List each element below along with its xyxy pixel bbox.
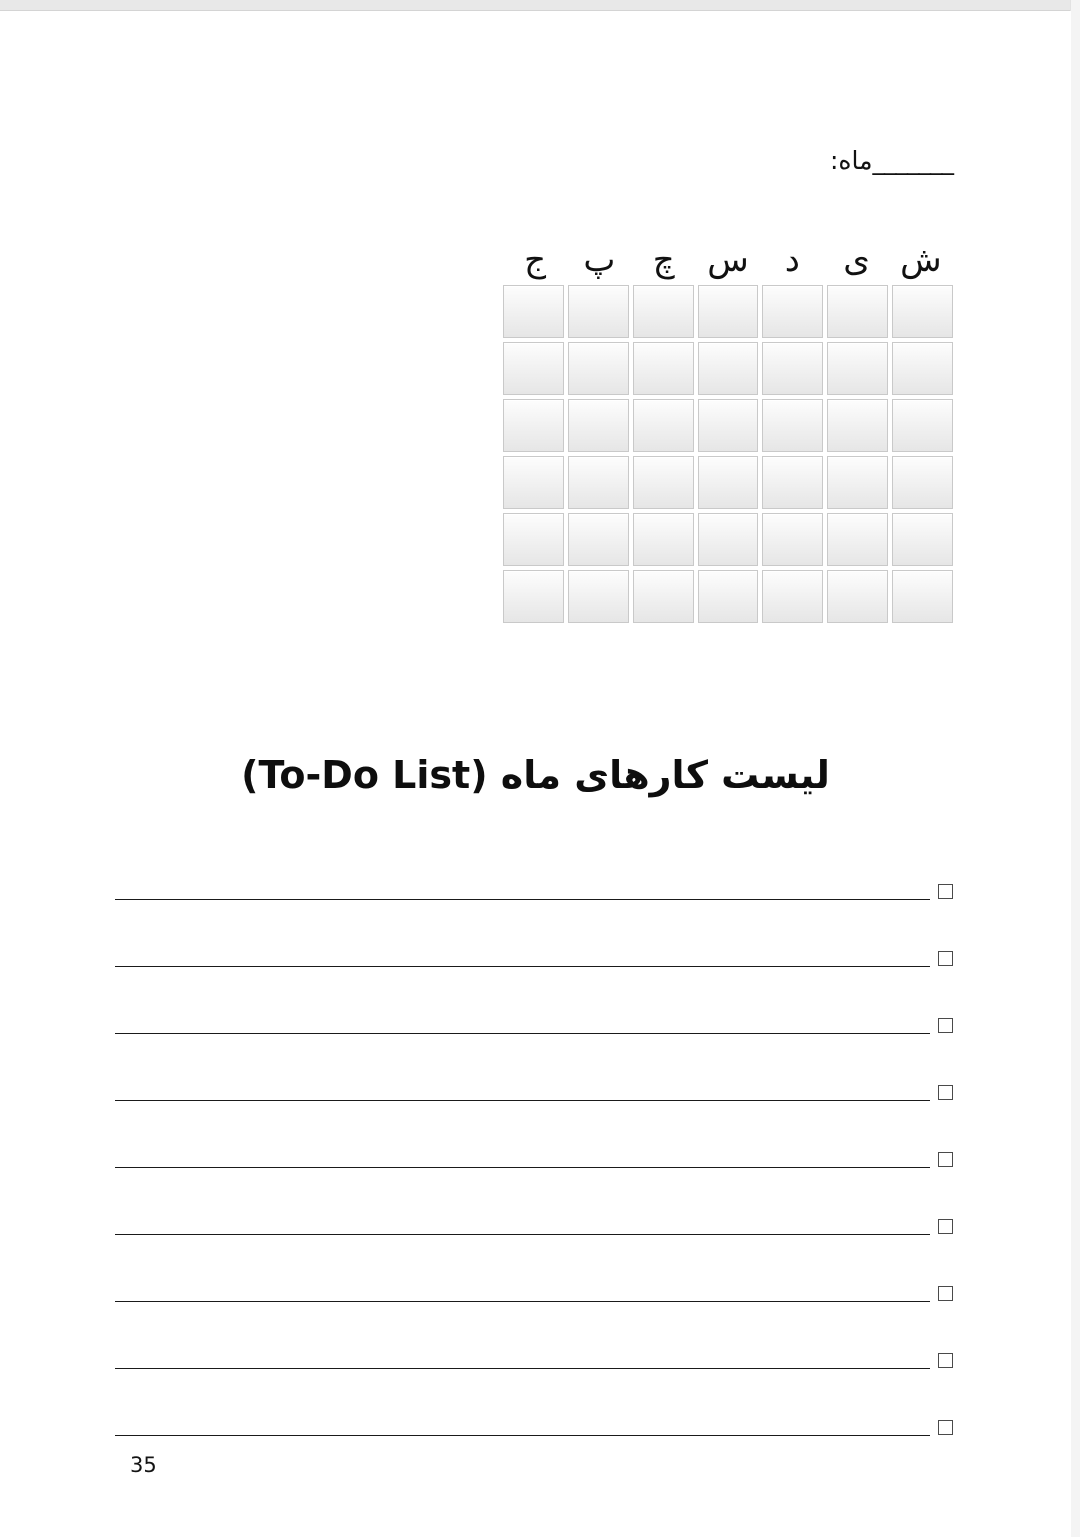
todo-write-line[interactable] xyxy=(115,1301,930,1302)
calendar-day-cell[interactable] xyxy=(633,342,694,395)
month-field xyxy=(830,146,953,175)
calendar-day-cell[interactable] xyxy=(633,399,694,452)
todo-checkbox[interactable] xyxy=(938,1219,953,1234)
todo-checkbox[interactable] xyxy=(938,1420,953,1435)
calendar-day-cell[interactable] xyxy=(827,342,888,395)
calendar-day-cell[interactable] xyxy=(892,399,953,452)
todo-item-row xyxy=(115,1042,953,1109)
todo-write-line[interactable] xyxy=(115,1167,930,1168)
calendar-day-cell[interactable] xyxy=(503,513,564,566)
todo-item-row xyxy=(115,908,953,975)
calendar-day-cell[interactable] xyxy=(892,456,953,509)
page-top-edge xyxy=(0,0,1080,11)
calendar-day-cell[interactable] xyxy=(892,342,953,395)
calendar-day-cell[interactable] xyxy=(762,570,823,623)
calendar-day-cell[interactable] xyxy=(503,342,564,395)
todo-item-row xyxy=(115,1109,953,1176)
weekday-wed: چ xyxy=(652,240,675,280)
todo-write-line[interactable] xyxy=(115,1100,930,1101)
month-calendar xyxy=(503,239,953,623)
calendar-day-cell[interactable] xyxy=(827,513,888,566)
weekday-thu: پ xyxy=(583,240,616,280)
todo-checkbox[interactable] xyxy=(938,1353,953,1368)
calendar-day-cell[interactable] xyxy=(762,456,823,509)
calendar-day-cell[interactable] xyxy=(633,285,694,338)
calendar-day-cell[interactable] xyxy=(633,570,694,623)
calendar-day-cell[interactable] xyxy=(568,342,629,395)
calendar-day-cell[interactable] xyxy=(827,399,888,452)
calendar-day-cell[interactable] xyxy=(698,513,759,566)
todo-checkbox[interactable] xyxy=(938,1018,953,1033)
calendar-day-cell[interactable] xyxy=(503,285,564,338)
calendar-day-cell[interactable] xyxy=(568,513,629,566)
weekday-fri: ج xyxy=(524,240,547,280)
calendar-day-cell[interactable] xyxy=(892,513,953,566)
calendar-day-cell[interactable] xyxy=(568,285,629,338)
calendar-day-cell[interactable] xyxy=(568,456,629,509)
todo-write-line[interactable] xyxy=(115,966,930,967)
calendar-day-cell[interactable] xyxy=(568,399,629,452)
calendar-day-cell[interactable] xyxy=(827,285,888,338)
calendar-day-cell[interactable] xyxy=(892,570,953,623)
todo-write-line[interactable] xyxy=(115,1234,930,1235)
calendar-day-cell[interactable] xyxy=(698,342,759,395)
calendar-day-cell[interactable] xyxy=(633,513,694,566)
todo-checkbox[interactable] xyxy=(938,1286,953,1301)
weekday-tue: س xyxy=(707,240,749,280)
page-right-edge xyxy=(1070,0,1080,1537)
calendar-day-cell[interactable] xyxy=(698,456,759,509)
month-label: ماه: xyxy=(829,146,873,175)
todo-item-row xyxy=(115,975,953,1042)
calendar-day-cell[interactable] xyxy=(698,570,759,623)
calendar-day-cell[interactable] xyxy=(762,342,823,395)
month-blank-line[interactable]: _______ xyxy=(872,146,953,175)
weekday-sat: ش xyxy=(900,240,942,280)
calendar-day-cell[interactable] xyxy=(698,399,759,452)
todo-write-line[interactable] xyxy=(115,899,930,900)
todo-write-line[interactable] xyxy=(115,1033,930,1034)
page-number: 35 xyxy=(130,1453,157,1477)
calendar-day-cell[interactable] xyxy=(762,285,823,338)
todo-write-line[interactable] xyxy=(115,1368,930,1369)
todo-item-row xyxy=(115,841,953,908)
calendar-day-cell[interactable] xyxy=(503,399,564,452)
calendar-day-cell[interactable] xyxy=(698,285,759,338)
todo-checkbox[interactable] xyxy=(938,1152,953,1167)
todo-item-row xyxy=(115,1243,953,1310)
weekday-sun: ی xyxy=(843,240,870,280)
calendar-day-cell[interactable] xyxy=(633,456,694,509)
todo-checkbox[interactable] xyxy=(938,951,953,966)
todo-list-title: لیست کارهای ماه (To-Do List) xyxy=(241,753,830,797)
calendar-day-grid xyxy=(503,285,953,623)
calendar-day-cell[interactable] xyxy=(892,285,953,338)
calendar-day-cell[interactable] xyxy=(503,570,564,623)
calendar-day-cell[interactable] xyxy=(827,456,888,509)
todo-item-row xyxy=(115,1377,953,1444)
todo-item-row xyxy=(115,1310,953,1377)
todo-checkbox[interactable] xyxy=(938,884,953,899)
calendar-day-cell[interactable] xyxy=(762,513,823,566)
document-page xyxy=(0,11,1071,1537)
calendar-weekday-header xyxy=(503,239,953,281)
calendar-day-cell[interactable] xyxy=(762,399,823,452)
calendar-day-cell[interactable] xyxy=(568,570,629,623)
calendar-day-cell[interactable] xyxy=(503,456,564,509)
weekday-mon: د xyxy=(784,240,800,280)
todo-checkbox[interactable] xyxy=(938,1085,953,1100)
todo-item-row xyxy=(115,1176,953,1243)
todo-list xyxy=(115,841,953,1444)
todo-write-line[interactable] xyxy=(115,1435,930,1436)
calendar-day-cell[interactable] xyxy=(827,570,888,623)
